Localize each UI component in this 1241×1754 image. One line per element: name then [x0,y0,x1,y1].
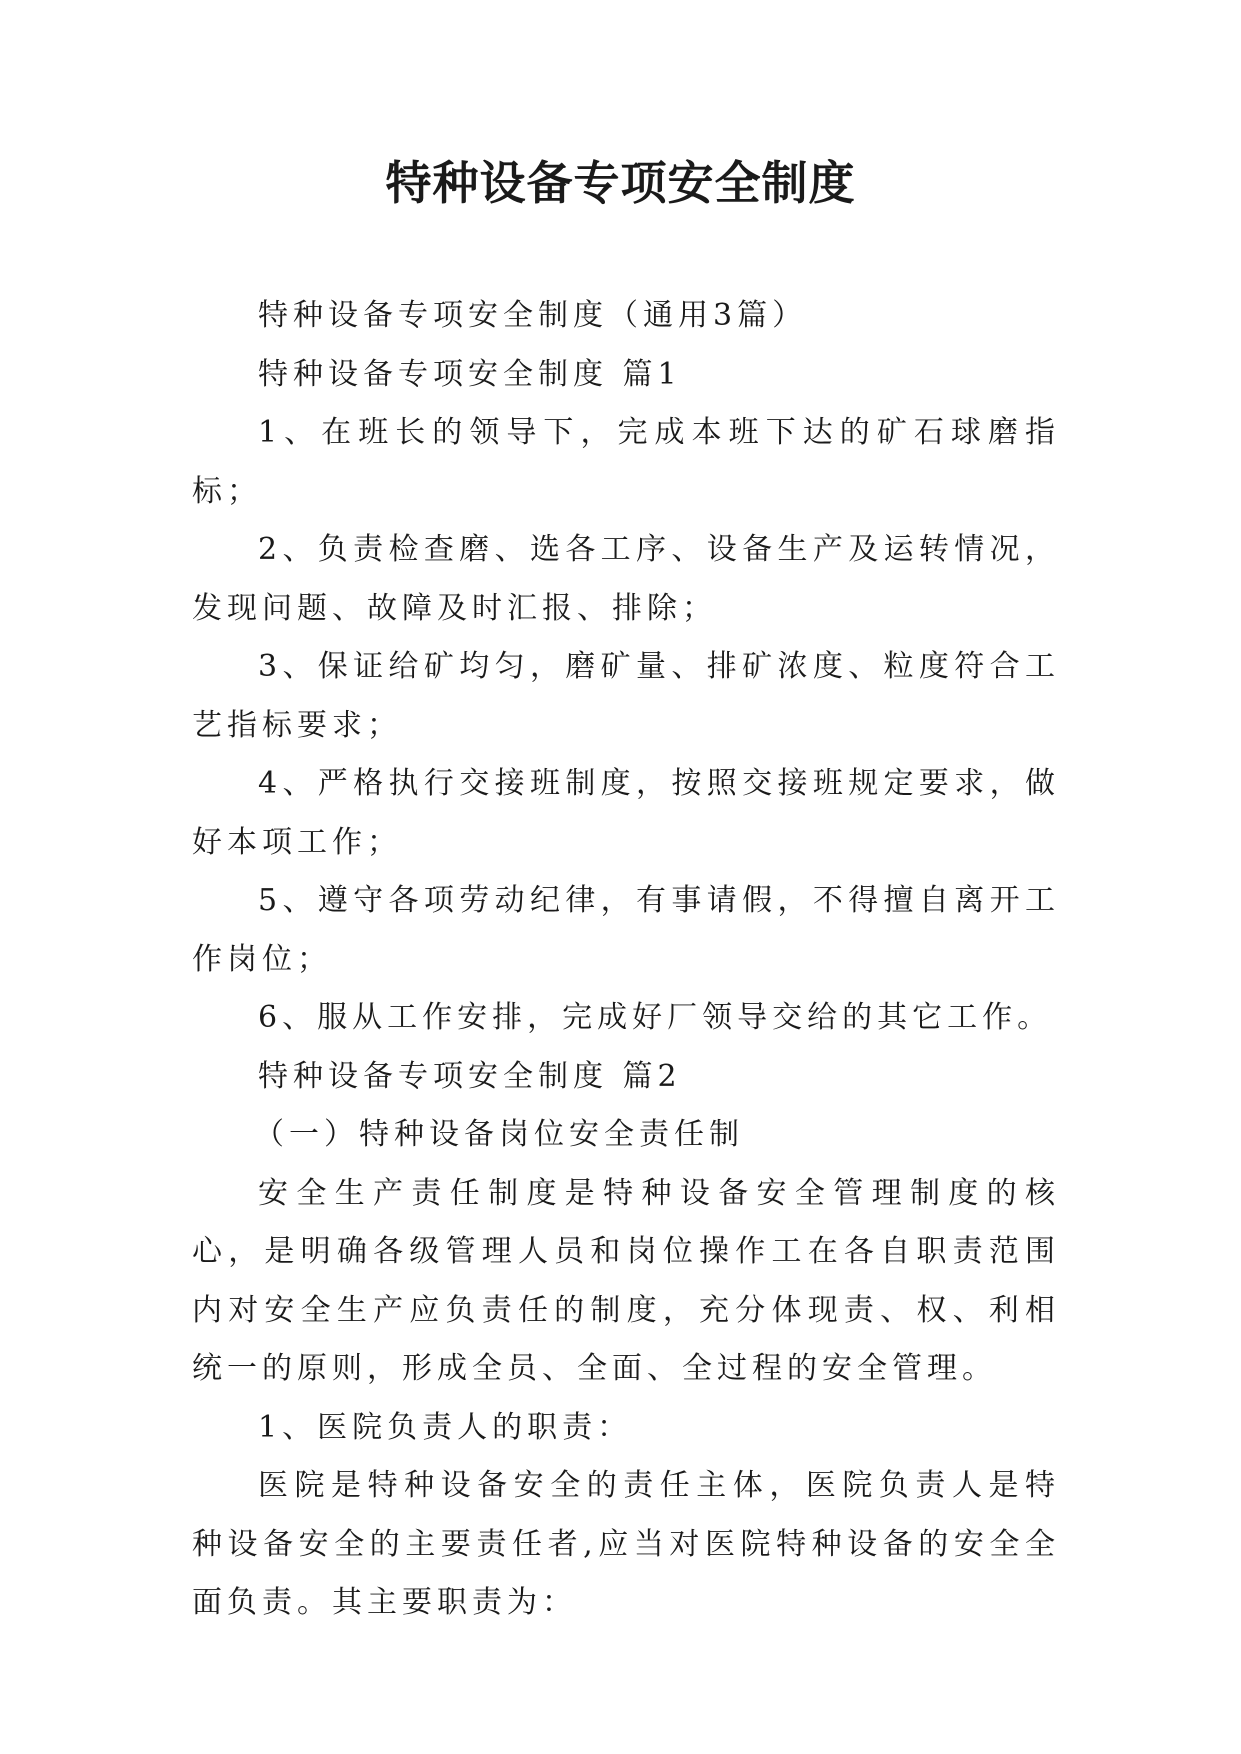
section-heading-1: 特种设备专项安全制度 篇1 [258,356,682,392]
section-heading-2: 特种设备专项安全制度 篇2 [258,1058,682,1094]
subtitle-paragraph: 特种设备专项安全制度（通用3篇） [258,298,808,333]
list-item-5: 5、遵守各项劳动纪律，有事请假，不得擅自离开工作岗位； [192,883,1060,977]
document-title: 特种设备专项安全制度 [385,156,856,210]
list-item-6: 6、服从工作安排，完成好厂领导交给的其它工作。 [258,1000,1053,1035]
list-item-3: 3、保证给矿均匀，磨矿量、排矿浓度、粒度符合工艺指标要求； [192,649,1060,743]
list-item-4: 4、严格执行交接班制度，按照交接班规定要求，做好本项工作； [192,766,1060,860]
subsection-heading: （一）特种设备岗位安全责任制 [254,1117,744,1152]
list-item-2: 2、负责检查磨、选各工序、设备生产及运转情况，发现问题、故障及时汇报、排除； [192,532,1060,626]
body-paragraph: 医院是特种设备安全的责任主体，医院负责人是特种设备安全的主要责任者,应当对医院特种设备的安全全面负责。其主要职责为： [192,1468,1060,1620]
body-paragraph: 安全生产责任制度是特种设备安全管理制度的核心，是明确各级管理人员和岗位操作工在各自职责范围内对安全生产应负责任的制度，充分体现责、权、利相统一的原则，形成全员、全面、全过程的安全管理。 [192,1175,1060,1386]
document-body [192,287,1060,1633]
duty-heading: 1、医院负责人的职责： [258,1409,633,1445]
list-item-1: 1、在班长的领导下，完成本班下达的矿石球磨指标； [192,415,1060,509]
